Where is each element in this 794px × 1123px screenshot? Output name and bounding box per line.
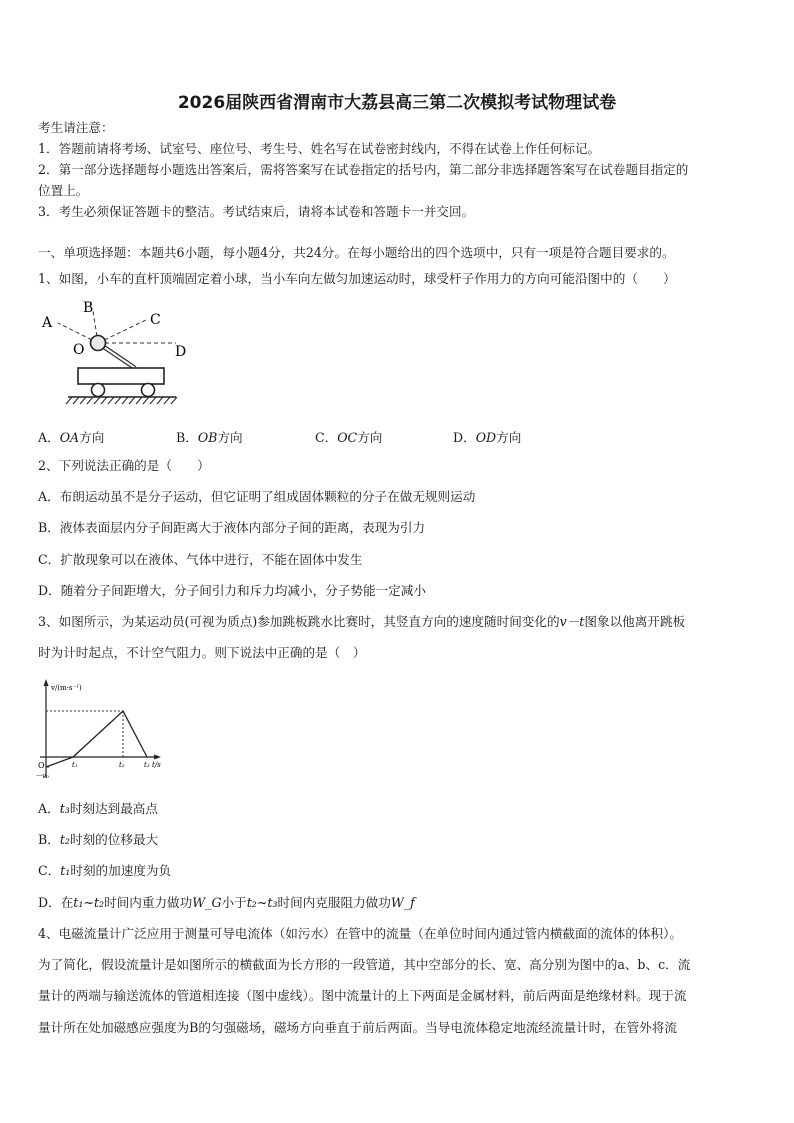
label-c: C (150, 312, 161, 328)
page-title: 2026届陕西省渭南市大荔县高三第二次模拟考试物理试卷 (177, 93, 617, 113)
t-axis-arrow (154, 755, 161, 760)
q2-option-d: D．随着分子间距增大，分子间引力和斥力均减小，分子势能一定减小 (38, 583, 426, 598)
q2-option-c: C．扩散现象可以在液体、气体中进行，不能在固体中发生 (38, 552, 363, 567)
t1-label: t₁ (72, 761, 78, 769)
q4-line-2: 为了简化，假设流量计是如图所示的横截面为长方形的一段管道，其中空部分的长、宽、高分别为图中的a、b、c．流 (38, 957, 691, 972)
label-a: A (42, 315, 53, 331)
q2-option-a: A．布朗运动虽不是分子运动，但它证明了组成固体颗粒的分子在做无规则运动 (38, 489, 476, 504)
q4-line-1: 4、电磁流量计广泛应用于测量可导电流体（如污水）在管中的流量（在单位时间内通过管内横截面的流体的体积）。 (38, 926, 682, 941)
notice-heading: 考生请注意： (38, 120, 114, 135)
q3-option-c: C．t₁时刻的加速度为负 (38, 863, 172, 878)
q4-line-4: 量计所在处加磁感应强度为B的匀强磁场，磁场方向垂直于前后两面。当导电流体稳定地流经流量计时，在管外将流 (38, 1020, 677, 1035)
t2-label: t₂ (119, 761, 125, 769)
ground-hatching (66, 397, 177, 404)
q1-option-c: C．OC方向 (315, 430, 383, 445)
notice-item-1: 1．答题前请将考场、试室号、座位号、考生号、姓名写在试卷密封线内，不得在试卷上作任何标记。 (38, 141, 601, 156)
neg-v0-label: －v₀ (35, 772, 49, 780)
q2-stem: 2、下列说法正确的是（ ） (38, 458, 210, 473)
t3-label: t₃ (144, 761, 150, 769)
t-axis-label: t/s (152, 761, 161, 769)
ball (91, 336, 106, 351)
notice-item-2-cont: 位置上。 (38, 183, 89, 198)
q3-option-a: A．t₃时刻达到最高点 (38, 801, 158, 816)
v-axis-label: v/(m·s⁻¹) (51, 684, 82, 692)
q3-vt-graph (30, 676, 165, 786)
label-d: D (175, 344, 187, 360)
cart-body (78, 368, 164, 384)
label-b: B (83, 300, 94, 316)
velocity-line (46, 711, 147, 767)
wheel-left (92, 384, 105, 397)
q1-option-a: A．OA方向 (38, 430, 105, 445)
q1-figure (38, 296, 188, 416)
q1-option-b: B．OB方向 (176, 430, 243, 445)
q3-stem-line2: 时为计时起点，不计空气阻力。则下说法中正确的是（ ） (38, 645, 366, 660)
q3-option-d: D．在t₁~t₂时间内重力做功W_G小于t₂~t₃时间内克服阻力做功W_f (38, 895, 415, 910)
q4-line-3: 量计的两端与输送流体的管道相连接（图中虚线）。图中流量计的上下两面是金属材料，前后两面是绝缘材料。现于流 (38, 988, 687, 1003)
notice-item-3: 3．考生必须保证答题卡的整洁。考试结束后，请将本试卷和答题卡一并交回。 (38, 204, 475, 219)
q3-option-b: B．t₂时刻的位移最大 (38, 832, 159, 847)
label-o: O (73, 342, 85, 358)
q1-options (38, 427, 521, 446)
origin-label: O (38, 761, 45, 770)
v-axis-arrow (44, 679, 49, 686)
q2-option-b: B．液体表面层内分子间距离大于液体内部分子间的距离，表现为引力 (38, 520, 426, 535)
notice-item-2: 2．第一部分选择题每小题选出答案后，需将答案写在试卷指定的括号内，第二部分非选择题答案写在试卷题目指定的 (38, 162, 689, 177)
q1-option-d: D．OD方向 (453, 430, 522, 445)
q3-stem-line1: 3、如图所示，为某运动员(可视为质点)参加跳板跳水比赛时，其竖直方向的速度随时间变化的v－t图象以他离开跳板 (38, 614, 686, 629)
q1-stem: 1、如图，小车的直杆顶端固定着小球，当小车向左做匀加速运动时，球受杆子作用力的方向可能沿图中的（ ） (38, 271, 676, 286)
section-heading: 一、单项选择题：本题共6小题，每小题4分，共24分。在每小题给出的四个选项中，只有一项是符合题目要求的。 (38, 245, 675, 260)
wheel-right (142, 384, 155, 397)
